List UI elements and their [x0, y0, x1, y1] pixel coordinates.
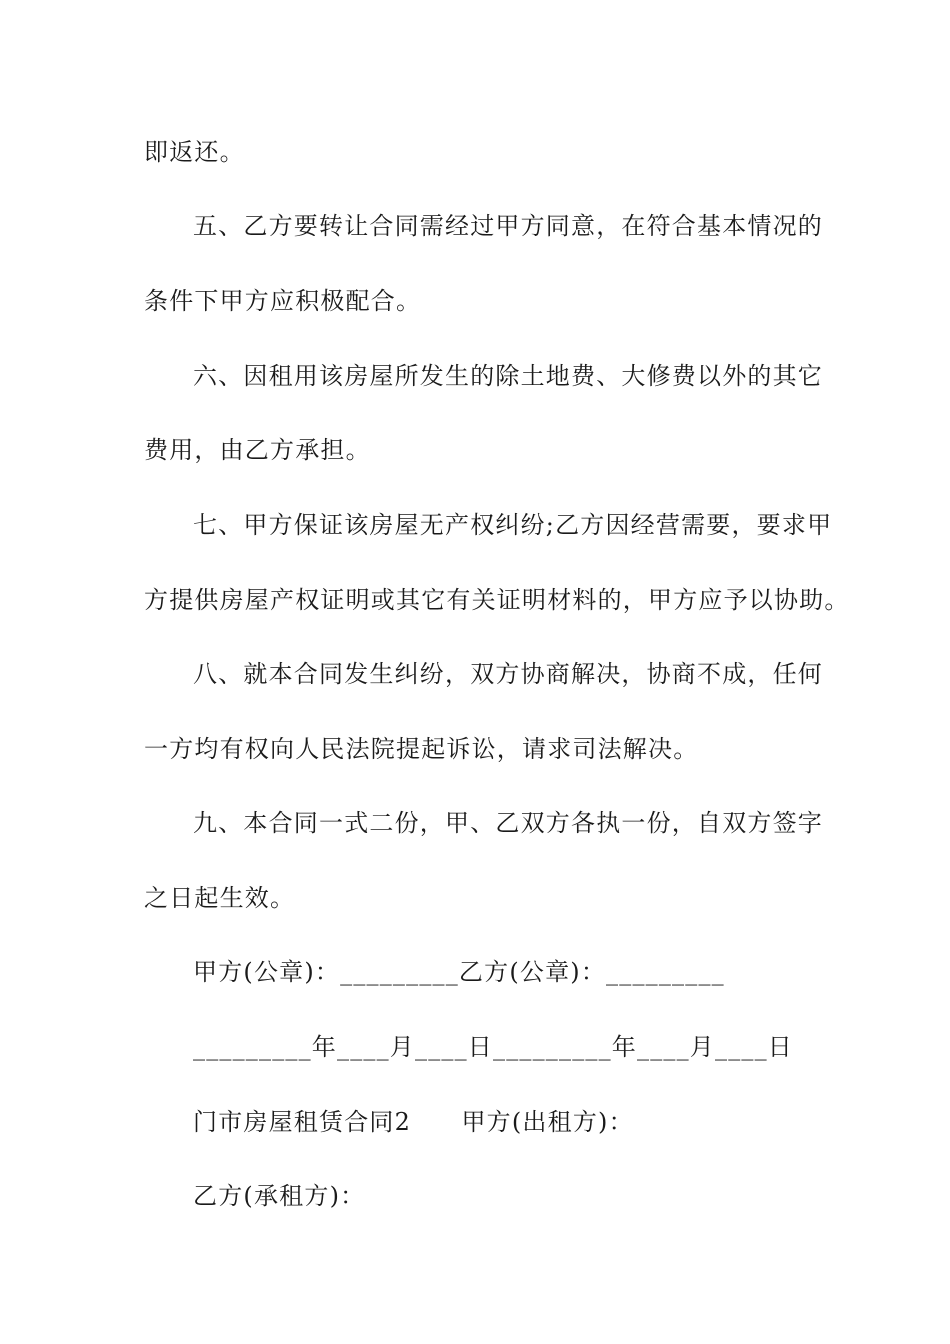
clause-seven-line-2: 方提供房屋产权证明或其它有关证明材料的，甲方应予以协助。	[144, 586, 850, 614]
clause-eight-line-1: 八、就本合同发生纠纷，双方协商解决，协商不成，任何	[193, 660, 823, 688]
clause-seven-line-1: 七、甲方保证该房屋无产权纠纷;乙方因经营需要，要求甲	[193, 511, 833, 539]
clause-six-line-2: 费用，由乙方承担。	[144, 436, 371, 464]
signature-line: 甲方(公章)：_________乙方(公章)：_________	[193, 958, 725, 986]
party-b-line: 乙方(承租方)：	[193, 1182, 366, 1210]
clause-nine-line-1: 九、本合同一式二份，甲、乙双方各执一份，自双方签字	[193, 809, 823, 837]
clause-five-line-2: 条件下甲方应积极配合。	[144, 287, 422, 315]
clause-nine-line-2: 之日起生效。	[144, 884, 296, 912]
contract-heading-line: 门市房屋租赁合同2 甲方(出租方)：	[193, 1108, 634, 1136]
clause-six-line-1: 六、因租用该房屋所发生的除土地费、大修费以外的其它	[193, 362, 823, 390]
clause-eight-line-2: 一方均有权向人民法院提起诉讼，请求司法解决。	[144, 735, 699, 763]
date-line: _________年____月____日_________年____月____日	[193, 1033, 793, 1061]
clause-five-line-1: 五、乙方要转让合同需经过甲方同意，在符合基本情况的	[193, 212, 823, 240]
paragraph-line: 即返还。	[144, 138, 245, 166]
